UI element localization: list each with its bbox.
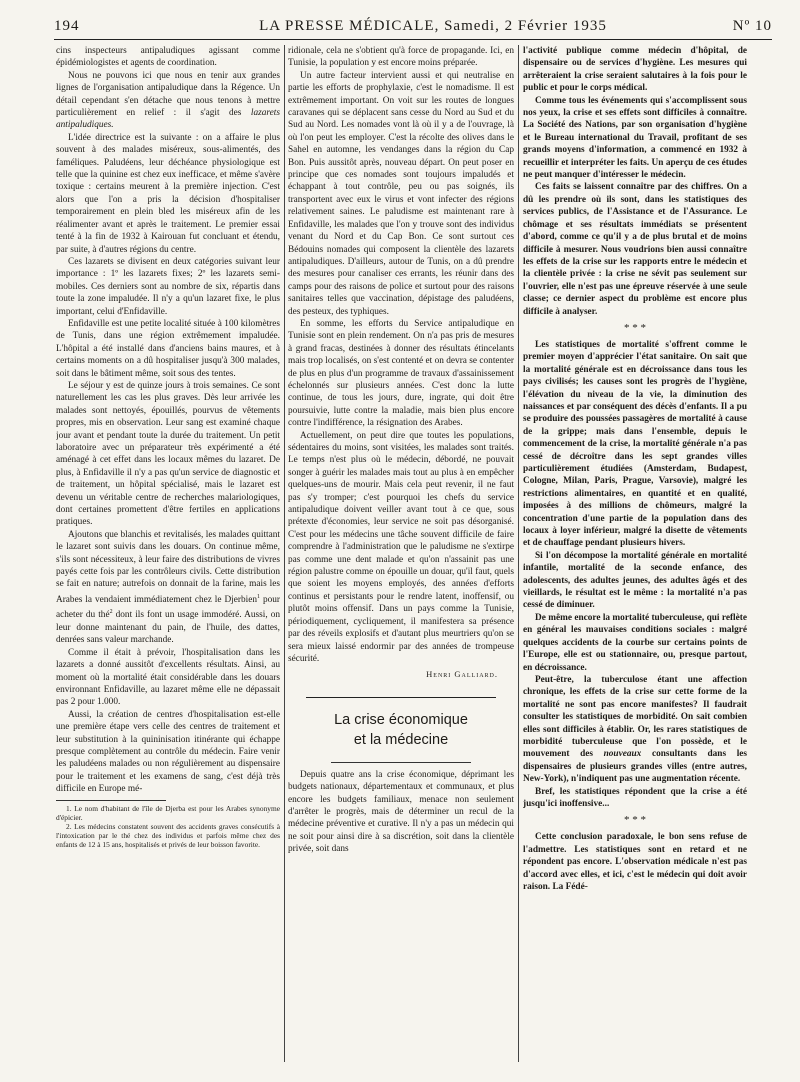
paragraph: Depuis quatre ans la crise économique, déprimant les budgets nationaux, départementaux et communaux, et plus encore les budgets familiaux, menace non seulement d'arrêter le progrès, mais de déterminer un recul de la médecine préventive et curative. Il n'y a pas un médecin qui ne soit pour ainsi dire à sa discrétion, soit dans la clientèle privée, soit dans: [288, 769, 514, 855]
paragraph: Bref, les statistiques répondent que la crise a été jusqu'ici inoffensive...: [523, 786, 747, 809]
footnote: 1. Le nom d'habitant de l'île de Djerba est pour les Arabes synonyme d'épicier.: [56, 803, 280, 822]
paragraph: En somme, les efforts du Service antipaludique en Tunisie sont en plein rendement. On n'a pas pris de mesures à grand fracas, destinées à donner des résultats étincelants mais trop localisés, on s'est contenté et on devra se contenter de plus en plus d'un programme de travaux d'assainissement échelonnés sur plusieurs années. C'est donc la lutte continue, de tous les jours, dure, ingrate, qui doit être poursuivie, lutte contre la maladie, mais bien plus encore contre l'indifférence, la résignation des Arabes.: [288, 318, 514, 429]
footnote-ref: 1: [257, 593, 260, 600]
footnote-ref: 2: [109, 609, 113, 616]
column-1: [56, 45, 280, 1074]
header-rule: [54, 39, 772, 40]
paragraph: Aussi, la création de centres d'hospitalisation est-elle une première étape vers celle des centres de traitement et leur substitution à la quininisation itinérante qui échappe presque complètement au contrôle du médecin. Faire venir les paludéens malades ou non régulièrement au dispensaire pour le traitement et les examens de sang, c'est déjà très difficile en Europe mé-: [56, 709, 280, 795]
section-rule: [306, 697, 496, 698]
paragraph: Ajoutons que blanchis et revitalisés, les malades quittant le lazaret sont suivis dans les douars. On continue même, s'ils sont nécessiteux, à leur faire des distributions de vivres payés cette fois par les contrôleurs civils. Cette distribution se fait en nature; autrefois on donnait de la farine, mais les Arabes la vendaient immédiatement chez le Djerbien$^1$ pour acheter du thé$^2$ dont ils font un usage immodéré. Aussi, on leur donne maintenant du pain, de l'huile, des dattes, denrées sans valeur marchande.: [56, 529, 280, 646]
paragraph: Enfidaville est une petite localité située à 100 kilomètres de Tunis, dans une région extrêmement impaludée. L'hôpital a été installé dans d'anciens bains maures, et à certains moments on a dû hospitaliser jusqu'à 300 malades, soit dans le bâtiment même, soit sous des tentes.: [56, 318, 280, 379]
paragraph: Comme il était à prévoir, l'hospitalisation dans les lazarets a donné aussitôt d'excellents résultats. Ainsi, au moment où la mortalité était considérable dans les douars environnant Enfidaville, au lazaret même elle ne dépassait pas 2 pour 1.000.: [56, 647, 280, 708]
paragraph: Nous ne pouvons ici que nous en tenir aux grandes lignes de l'organisation antipaludique dans la Régence. Un détail cependant s'en détache que nous tenons à mettre particulièrement en relief : il s'agit des lazarets antipaludiques.: [56, 70, 280, 131]
column-divider: [518, 45, 519, 1062]
journal-title: LA PRESSE MÉDICALE, Samedi, 2 Février 1935: [259, 18, 607, 34]
paragraph: Ces lazarets se divisent en deux catégories suivant leur importance : 1º les lazarets fixes; 2º les lazarets semi-mobiles. Ces derniers sont au nombre de six, répartis dans toute la zone impaludée. Il n'y a qu'un lazaret fixe, le plus important, celui d'Enfidaville.: [56, 256, 280, 317]
page-header: [54, 18, 772, 36]
section-separator: * * *: [624, 321, 646, 334]
section-separator: * * *: [624, 814, 646, 827]
paragraph: Un autre facteur intervient aussi et qui neutralise en partie les efforts de prophylaxie, c'est le nomadisme. Il est extrêmement important. On voit sur les routes de longues caravanes qui se déplacent sans cesse du Nord au Sud et du Sud au Nord. Les nomades vont là où il y a de l'ouvrage, là où l'on peut les employer. C'est la récolte des olives dans le Sahel en automne, les vendanges dans la région du Cap Bon. Puis aussitôt après, nouveau départ. On peut poser en principe que ces nomades sont toujours impaludés et échappant à tout contrôle, peu ou pas soignés, ils transportent avec eux le virus et vont infecter des régions relativement saines. Le paludisme est maintenant rare à Enfidaville, les malades que l'on y trouve sont des individus venant du Nord et du Cap Bon. Ce sont surtout ces Bédouins nomades qui composent la clientèle des lazarets antipaludiques. D'ailleurs, autour de Tunis, on a dû prendre des mesures pour canaliser ces errants, les réunir dans des camps pour des raisons de police et surtout pour des raisons sanitaires telles que vaccination, dépistage des paludéens, des pesteux, des typhiques.: [288, 70, 514, 317]
column-divider: [284, 45, 285, 1062]
paragraph: ridionale, cela ne s'obtient qu'à force de propagande. Ici, en Tunisie, la population y est encore moins préparée.: [288, 46, 514, 69]
emphasis: nouveaux: [603, 749, 642, 760]
section-rule: [331, 762, 471, 763]
paragraph: l'activité publique comme médecin d'hôpital, de dispensaire ou de services d'hygiène. Les mesures qui arrêteraient la crise seraient salutaires à la fois pour le public et pour le corps médical.: [523, 46, 747, 94]
emphasis: lazarets antipaludiques.: [56, 108, 280, 131]
paragraph: Actuellement, on peut dire que toutes les populations, sédentaires du moins, sont visitées, les malades sont traités. Le temps n'est plus où le médecin, débordé, ne pouvait songer à guérir les malades mais tout au plus à en empêcher quelques-uns de mourir. Mais cela peut revenir, il ne faut pas s'y tromper; c'est pourquoi les chefs du service antipaludique doivent veiller avant tout à ce que, sous prétexte d'économies, leur service ne soit pas désorganisé. C'est pour les médecins une tâche souvent difficile de faire comprendre à l'administration que le paludisme ne s'extirpe pas comme une dent malade et qu'on n'assainit pas une région palustre comme on épouille un douar, qu'il faut, quels que soient les moyens employés, des années d'efforts continus et persistants pour le rendre latent, inoffensif, ou plutôt moins offensif. Dans un pays comme la Tunisie, périodiquement, cycliquement, il manifestera sa présence par des réveils explosifs et d'autant plus meurtriers qu'on se sera mieux laissé endormir par des années de trompeuse sécurité.: [288, 430, 514, 664]
column-3: [523, 45, 747, 1074]
paragraph: Si l'on décompose la mortalité générale en mortalité infantile, mortalité de la seconde enfance, des adolescents, des adultes jeunes, des adultes âgés et des vieillards, le résultat est le même : la mortalité n'a pas cessé de diminuer.: [523, 550, 747, 611]
footnotes: [56, 804, 280, 850]
column-2: [288, 45, 514, 1074]
section-title: La crise économique et la médecine: [334, 711, 468, 748]
page-number: 194: [54, 18, 80, 34]
paragraph: cins inspecteurs antipaludiques agissant comme épidémiologistes et agents de coordination.: [56, 46, 280, 69]
paragraph: De même encore la mortalité tuberculeuse, qui reflète en général les mauvaises conditions sociales : malgré quelques accidents de la courbe sur certains points de l'Europe, elle est ou stationnaire, ou, presque partout, en décroissance.: [523, 612, 747, 673]
paragraph: Peut-être, la tuberculose étant une affection chronique, les effets de la crise sur cette forme de la mortalité ne sont pas encore manifestes? Il faudrait consulter les statistiques de morbidité. On sait combien elles sont difficiles à établir. Or, les rares statistiques de morbidité tuberculeuse que l'on possède, et le mouvement des nouveaux consultants dans les dispensaires de plusieurs grandes villes (entre autres, New-York), n'indiquent pas une augmentation récente.: [523, 674, 747, 785]
author-signature: Henri Galliard.: [426, 669, 498, 680]
paragraph: Comme tous les événements qui s'accomplissent sous nos yeux, la crise et ses effets sont difficiles à connaître. La Société des Nations, par son organisation d'hygiène et le Bureau international du Travail, profitant de ses grands moyens d'information, a commencé en 1932 à recueillir et interpréter les faits. Un aperçu de ces études ne peut manquer d'intéresser le médecin.: [523, 95, 747, 181]
paragraph: L'idée directrice est la suivante : on a affaire le plus souvent à des malades miséreux, sous-alimentés, des faméliques. Paludéens, leur déchéance physiologique est telle que la quinine est chez eux inefficace, et même s'avère toxique : certains meurent à la première injection. C'est alors que l'on a pris la décision d'hospitaliser temporairement en plein bled les miséreux afin de les réalimenter avant et après le traitement. Le premier essai tenté à la fin de 1932 à Kairouan fut concluant et étendu, par suite, à d'autres régions du centre.: [56, 132, 280, 255]
paragraph: Cette conclusion paradoxale, le bon sens refuse de l'admettre. Les statistiques sont en retard et ne répondent pas encore. L'observation médicale n'est pas d'accord avec elles, et ici, c'est le médecin qui doit avoir raison. La Fédé-: [523, 832, 747, 892]
issue-number: Nº 10: [732, 18, 772, 34]
paragraph: Ces faits se laissent connaître par des chiffres. On a dû les prendre où ils sont, dans les statistiques des services publics, de l'Assistance et de l'Assurance. Le chômage et ses résultats immédiats se présentent d'abord, comme ce qu'il y a de plus brutal et de moins difficile à mesurer. Nous voudrions bien aussi connaître les effets de la crise sur les rapports entre le médecin et la clientèle privée : la crise ne sévit pas seulement sur l'ouvrier, elle n'est pas une épreuve réservée à une seule classe; ce dernier aspect du problème est encore plus difficile à analyser.: [523, 182, 747, 317]
paragraph: Le séjour y est de quinze jours à trois semaines. Ce sont naturellement les cas les plus graves. Dès leur arrivée les malades sont nettoyés, épouillés, pourvus de vêtements propres, mis en observation. Leur sang est examiné chaque jour avant et pendant toute la durée du traitement. Un petit laboratoire avec un préparateur très expérimenté a été aménagé à cet effet dans les locaux mêmes du lazaret. De plus, à Enfidaville il n'y a pas qu'un service de diagnostic et de traitement, un hôpital spécialisé, mais le lazaret est devenu un véritable centre de recherches malariologiques, dont certaines promettent d'être fertiles en applications pratiques.: [56, 380, 280, 528]
footnote: 2. Les médecins constatent souvent des accidents graves consécutifs à l'intoxication par le thé chez des individus et parfois même chez des enfants de 12 à 15 ans, hospitalisés et privés de leur boisson favorite.: [56, 821, 280, 850]
paragraph: Les statistiques de mortalité s'offrent comme le premier moyen d'apprécier l'état sanitaire. On sait que la mortalité générale est en décroissance dans tous les pays civilisés; les causes sont les progrès de l'hygiène, l'élévation du niveau de la vie, la diminution des naissances et par conséquent des décès d'enfants. Il a pu se produire des poussées passagères de mortalité à cause de la grippe; mais dans l'ensemble, depuis le commencement de la crise, la mortalité générale n'a pas cessé de décroître dans les sept grandes villes particulièrement étudiées (Amsterdam, Budapest, Cologne, Milan, Paris, Prague, Varsovie), malgré les restrictions alimentaires, en quantité et en qualité, imposées à des millions de chômeurs, malgré la concentration d'une partie de la population dans des locaux à loyer inférieur, malgré la disette de vêtements et de chauffage pendant plusieurs hivers.: [523, 339, 747, 549]
